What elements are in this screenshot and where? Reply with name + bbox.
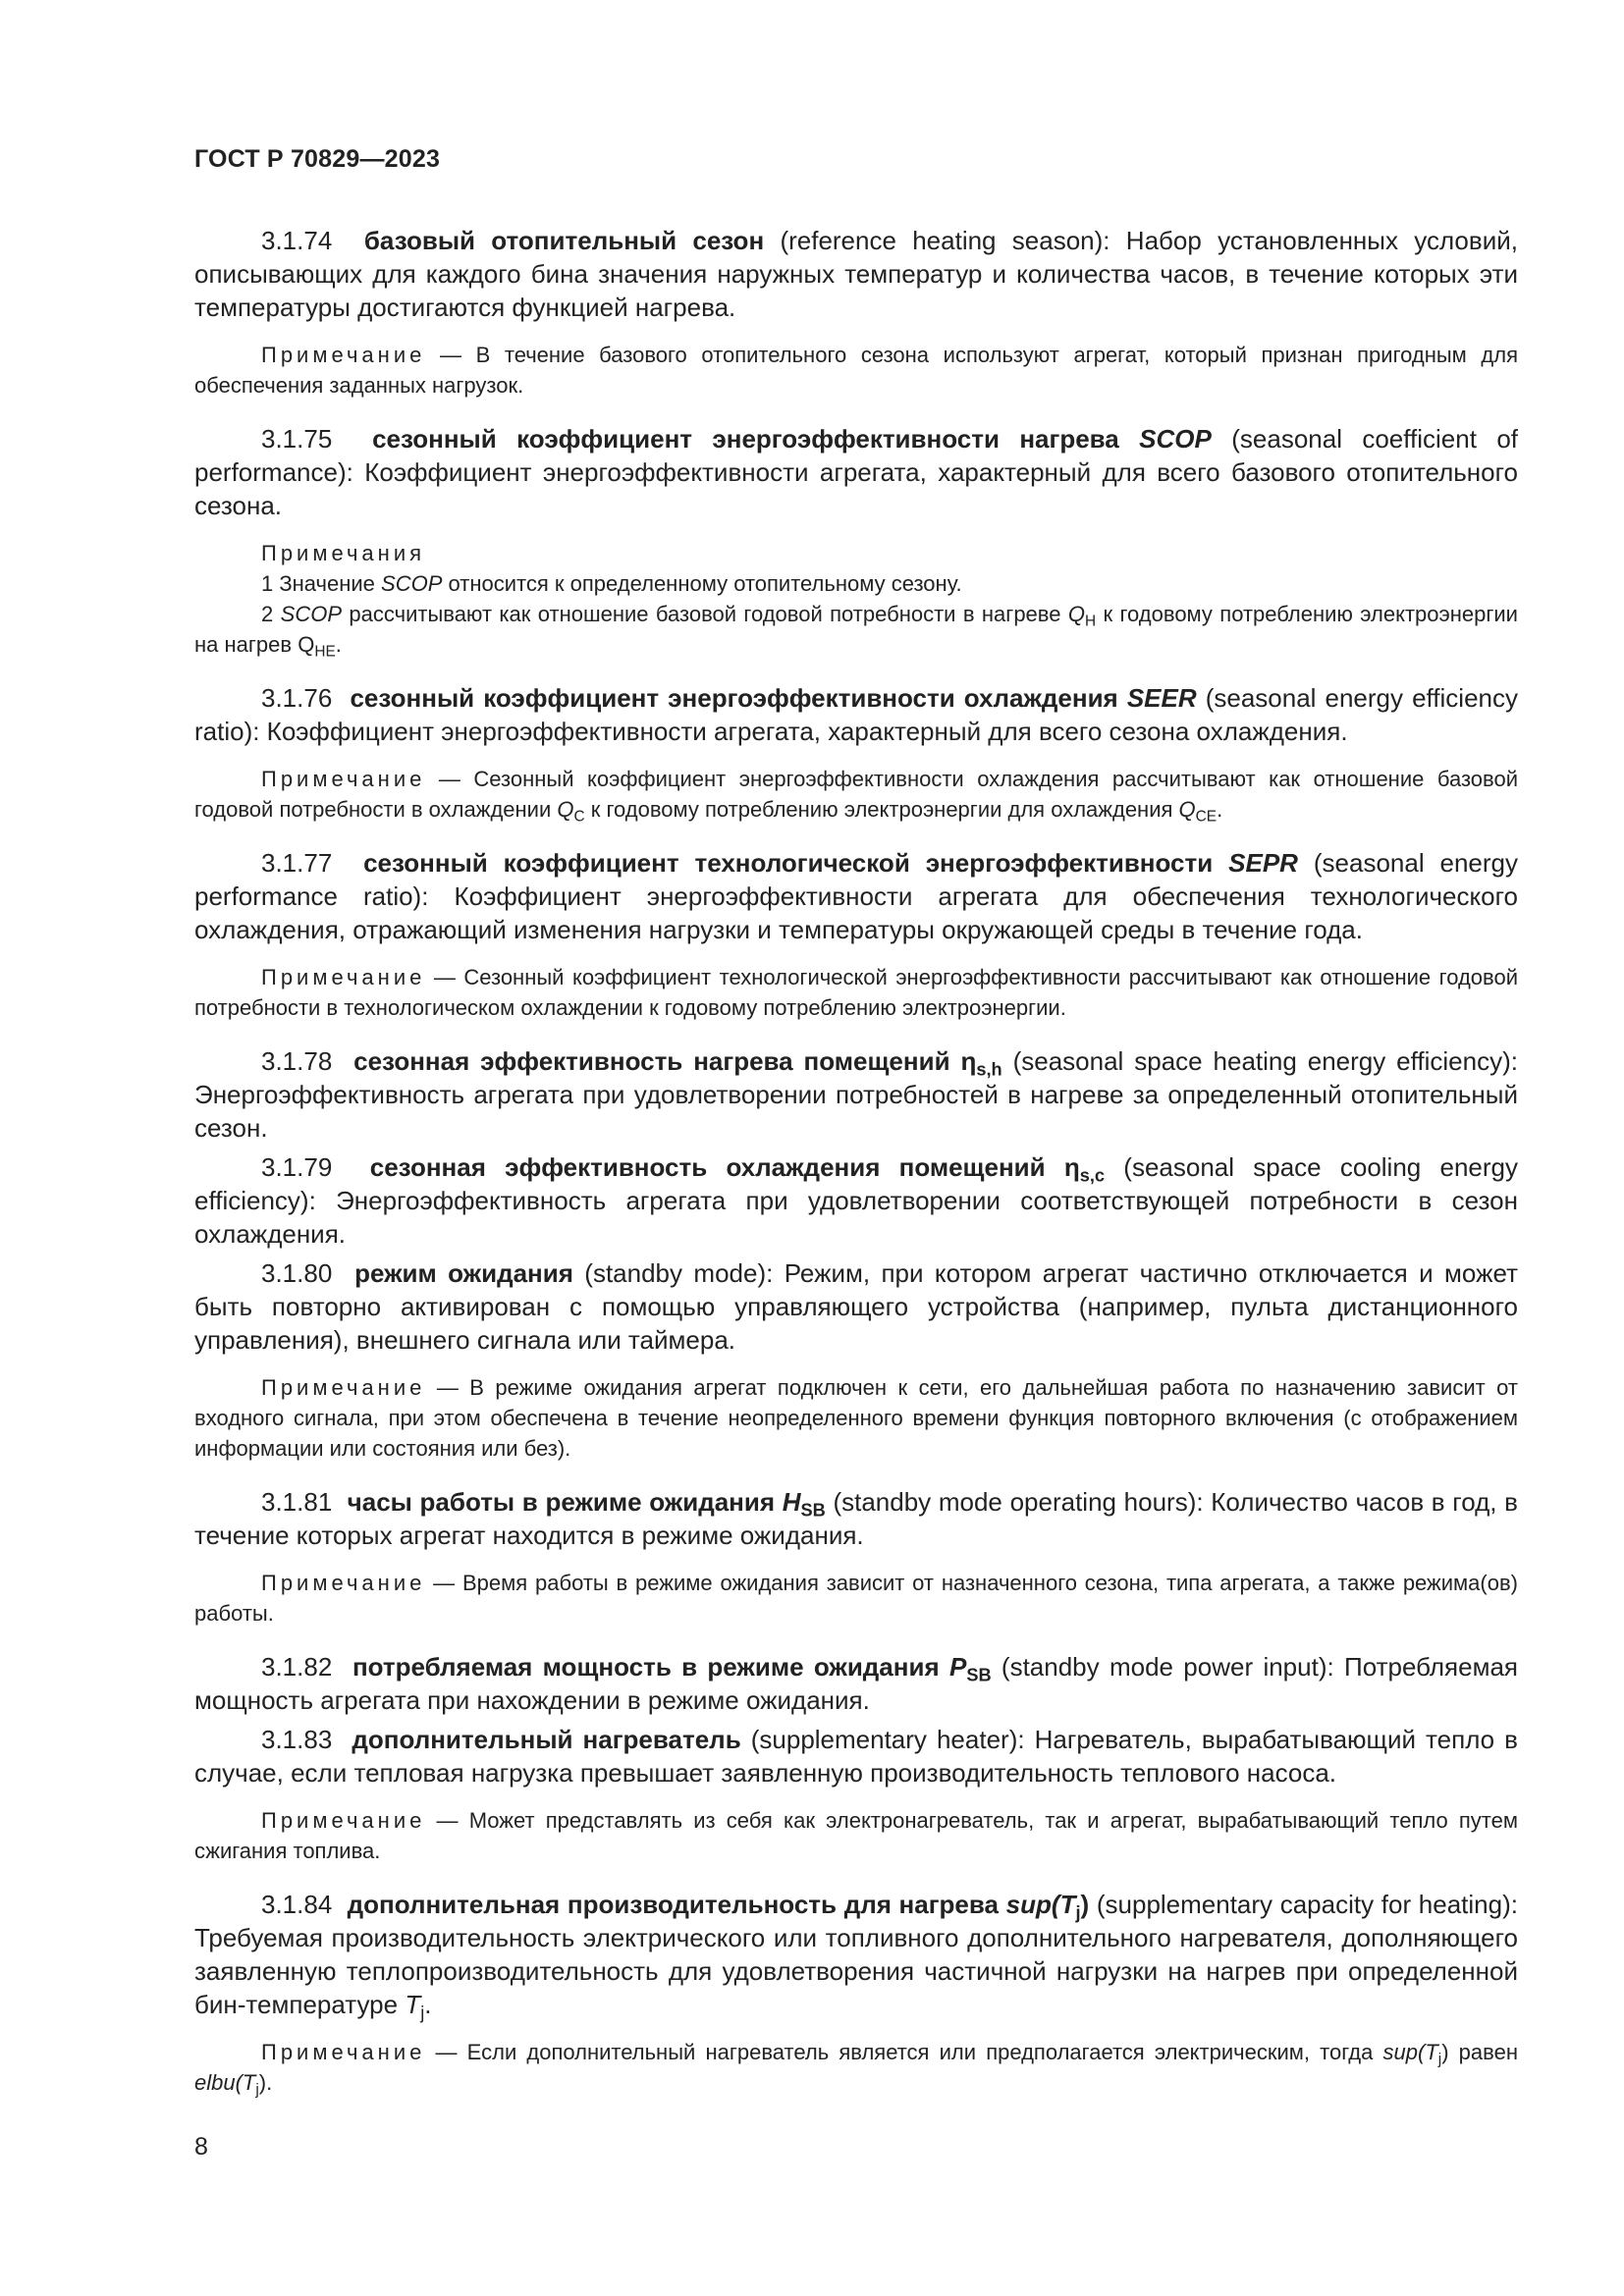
entry-definition: (seasonal space cooling energy efficiency): Энергоэффективность агрегата при удовлетворении соответствующей потребности в сезон охлаждения. xyxy=(194,1152,1518,1249)
entry-term: дополнительный нагреватель xyxy=(352,1725,741,1754)
entry-number: 3.1.80 xyxy=(261,1258,333,1288)
note-3-1-74 xyxy=(194,340,1518,400)
entry-number: 3.1.76 xyxy=(261,683,333,713)
note-label: Примечание xyxy=(261,343,426,367)
note-label: Примечание xyxy=(261,1808,426,1833)
note-3-1-83 xyxy=(194,1805,1518,1866)
document-body xyxy=(194,224,1518,2098)
entry-symbol: P xyxy=(948,1652,967,1682)
entry-term: сезонный коэффициент энергоэффективности охлаждения xyxy=(350,683,1118,713)
note-label: Примечание xyxy=(261,965,426,989)
entry-3-1-83 xyxy=(194,1723,1518,1789)
entry-term: потребляемая мощность в режиме ожидания xyxy=(352,1652,940,1682)
entry-definition: (standby mode power input): Потребляемая мощность агрегата при нахождении в режиме ожидания. xyxy=(194,1652,1518,1715)
note-3-1-84: Примечание — Если дополнительный нагреватель является или предполагается электрическим, тогда $sup(T_j)$ равен $elbu(T_j)$. xyxy=(194,2040,1518,2099)
note-item-2: 2 SCOP рассчитывают как отношение базовой годовой потребности в нагреве $Q_H$ к годовому потреблению электроэнергии на нагрев $Q_{HE}$. xyxy=(194,602,1518,661)
note-label: Примечание xyxy=(261,767,426,791)
notes-label: Примечания xyxy=(261,541,426,565)
entry-definition: (reference heating season): Набор установленных условий, описывающих для каждого бина значения наружных температур и количества часов, в течение которых эти температуры достигаются функцией нагрева. xyxy=(194,226,1518,322)
entry-symbol: SCOP xyxy=(1139,424,1212,454)
note-text: — Время работы в режиме ожидания зависит от назначенного сезона, типа агрегата, а также режима(ов) работы. xyxy=(194,1571,1518,1626)
entry-symbol: $sup(T_j)$ xyxy=(1005,1890,1090,1923)
entry-definition: (seasonal space heating energy efficiency): Энергоэффективность агрегата при удовлетворении потребностей в нагреве за определенный отопительный сезон. xyxy=(194,1046,1518,1143)
entry-symbol: H xyxy=(782,1487,801,1517)
entry-3-1-81: 3.1.81 часы работы в режиме ожидания $H_{SB}$ (standby mode operating hours): Количество часов в год, в течение которых агрегат находится в режиме ожидания. xyxy=(194,1487,1518,1550)
note-label: Примечание xyxy=(261,1375,426,1400)
entry-term: базовый отопительный сезон xyxy=(363,226,765,255)
entry-3-1-78: 3.1.78 сезонная эффективность нагрева помещений $\eta_{s,h}$ (seasonal space heating energy efficiency): Энергоэффективность агрегата при удовлетворении потребностей в нагреве за определенный отопительный сезон. xyxy=(194,1046,1518,1143)
entry-definition: (standby mode): Режим, при котором агрегат частично отключается и может быть повторно активирован с помощью управляющего устройства (например, пульта дистанционного управления), внешнего сигнала или таймера. xyxy=(194,1258,1518,1355)
entry-3-1-74 xyxy=(194,224,1518,324)
note-label: Примечание xyxy=(261,2040,426,2064)
entry-3-1-80 xyxy=(194,1256,1518,1357)
note-3-1-81 xyxy=(194,1568,1518,1629)
page-number: 8 xyxy=(194,2133,208,2161)
entry-3-1-76 xyxy=(194,681,1518,748)
entry-symbol: η xyxy=(1063,1152,1080,1182)
entry-3-1-84: 3.1.84 дополнительная производительность для нагрева $sup(T_j)$ (supplementary capacity for heating): Требуемая производительность электрического или топливного дополнительного нагревателя, дополняющего заявленную теплопроизводительность для удовлетворения частичной нагрузки на нагрев при определенной бин-температуре $T_j$. xyxy=(194,1890,1518,2023)
entry-3-1-82: 3.1.82 потребляемая мощность в режиме ожидания $P_{SB}$ (standby mode power input): Потребляемая мощность агрегата при нахождении в режиме ожидания. xyxy=(194,1652,1518,1715)
entry-symbol: SEER xyxy=(1126,683,1197,713)
entry-definition: (supplementary heater): Нагреватель, вырабатывающий тепло в случае, если тепловая нагрузка превышает заявленную производительность теплового насоса. xyxy=(194,1725,1518,1788)
entry-number: 3.1.74 xyxy=(261,226,333,255)
note-text: — Может представлять из себя как электронагреватель, так и агрегат, вырабатывающий тепло путем сжигания топлива. xyxy=(194,1808,1518,1863)
entry-number: 3.1.75 xyxy=(261,424,333,454)
note-item-1: 1 Значение SCOP относится к определенному отопительному сезону. xyxy=(261,571,962,596)
entry-number: 3.1.78 xyxy=(261,1046,333,1076)
entry-term: сезонная эффективность охлаждения помещений xyxy=(369,1152,1046,1182)
entry-term: часы работы в режиме ожидания xyxy=(347,1487,776,1517)
entry-number: 3.1.82 xyxy=(261,1652,333,1682)
note-text: — Сезонный коэффициент технологической энергоэффективности рассчитывают как отношение годовой потребности в технологическом охлаждении к годовому потреблению электроэнергии. xyxy=(194,965,1518,1020)
note-label: Примечание xyxy=(261,1571,426,1595)
entry-definition: (seasonal energy performance ratio): Коэффициент энергоэффективности агрегата для обеспечения технологического охлаждения, отражающий изменения нагрузки и температуры окружающей среды в течение года. xyxy=(194,848,1518,944)
note-3-1-80 xyxy=(194,1372,1518,1464)
entry-symbol: η xyxy=(960,1046,977,1076)
entry-symbol: SEPR xyxy=(1228,848,1298,878)
entry-number: 3.1.77 xyxy=(261,848,333,878)
note-3-1-76: Примечание — Сезонный коэффициент энергоэффективности охлаждения рассчитывают как отношение базовой годовой потребности в охлаждении $Q_C$ к годовому потреблению электроэнергии для охлаждения $Q_{CE}$. xyxy=(194,767,1518,826)
note-text: — В режиме ожидания агрегат подключен к сети, его дальнейшая работа по назначению зависит от входного сигнала, при этом обеспечена в течение неопределенного времени функция повторного включения (с отображением информации или состояния или без). xyxy=(194,1375,1518,1461)
notes-3-1-75 xyxy=(194,538,1518,660)
entry-number: 3.1.84 xyxy=(261,1890,333,1919)
note-3-1-77 xyxy=(194,962,1518,1023)
entry-number: 3.1.83 xyxy=(261,1725,333,1754)
entry-term: дополнительная производительность для нагрева xyxy=(347,1890,999,1919)
entry-number: 3.1.79 xyxy=(261,1152,333,1182)
entry-term: режим ожидания xyxy=(354,1258,573,1288)
entry-definition: (supplementary capacity for heating): Требуемая производительность электрического или топливного дополнительного нагревателя, дополняющего заявленную теплопроизводительность для удовлетворения частичной нагрузки на нагрев при определенной бин-температуре xyxy=(194,1890,1518,2019)
entry-3-1-75 xyxy=(194,422,1518,522)
entry-3-1-79: 3.1.79 сезонная эффективность охлаждения помещений $\eta_{s,c}$ (seasonal space cooling energy efficiency): Энергоэффективность агрегата при удовлетворении соответствующей потребности в сезон охлаждения. xyxy=(194,1152,1518,1249)
entry-definition: (seasonal coefficient of performance): Коэффициент энергоэффективности агрегата, характерный для всего базового отопительного сезона. xyxy=(194,424,1519,520)
note-text: — В течение базового отопительного сезона используют агрегат, который признан пригодным для обеспечения заданных нагрузок. xyxy=(194,343,1518,398)
entry-term: сезонная эффективность нагрева помещений xyxy=(353,1046,950,1076)
entry-definition: (standby mode operating hours): Количество часов в год, в течение которых агрегат находится в режиме ожидания. xyxy=(194,1487,1518,1550)
entry-number: 3.1.81 xyxy=(261,1487,333,1517)
entry-term: сезонный коэффициент технологической энергоэффективности xyxy=(363,848,1214,878)
entry-3-1-77 xyxy=(194,846,1518,946)
entry-term: сезонный коэффициент энергоэффективности нагрева xyxy=(372,424,1119,454)
standard-header: ГОСТ Р 70829—2023 xyxy=(194,145,441,173)
entry-definition: (seasonal energy efficiency ratio): Коэффициент энергоэффективности агрегата, характерный для всего сезона охлаждения. xyxy=(194,683,1518,746)
